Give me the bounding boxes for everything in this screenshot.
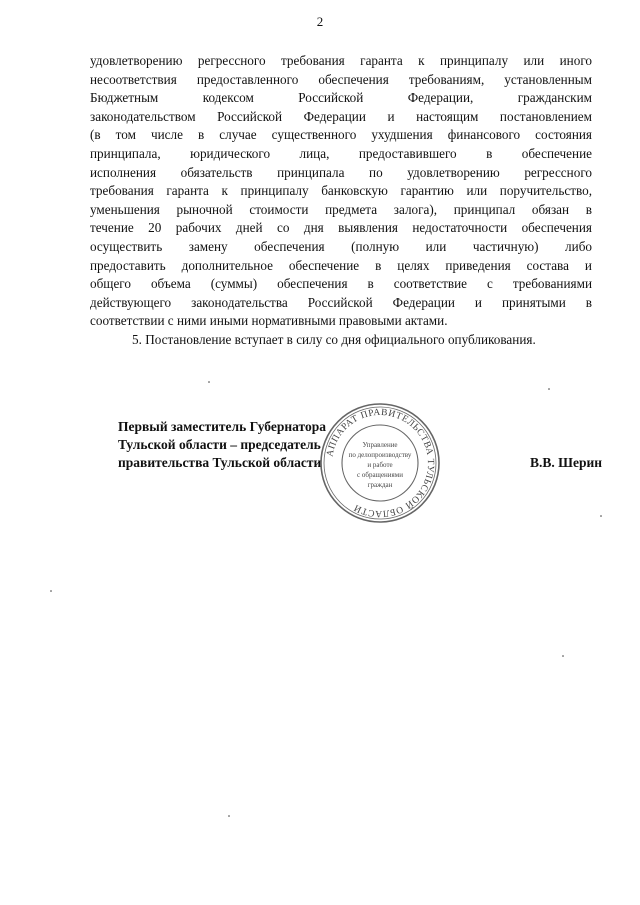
body-line: исполнения обязательств принципала по удовлетворению регрессного xyxy=(90,164,592,180)
signatory-name: В.В. Шерин xyxy=(530,455,603,470)
body-line: принципала, юридического лица, предоставившего в обеспечение xyxy=(90,145,592,161)
scan-speck xyxy=(208,381,210,383)
body-line: законодательством Российской Федерации и настоящим постановлением xyxy=(90,108,592,124)
seal-center-line: Управление xyxy=(362,441,398,449)
body-line: предоставить дополнительное обеспечение в целях приведения состава и xyxy=(90,257,592,273)
body-line: удовлетворению регрессного требования гаранта к принципалу или иного xyxy=(90,53,592,68)
body-line: требования гаранта к принципалу банковскую гарантию или поручительство, xyxy=(90,183,592,199)
body-line: осуществить замену обеспечения (полную или частичную) либо xyxy=(90,238,592,254)
scan-speck xyxy=(50,590,52,592)
body-line: общего объема (суммы) обеспечения в соответствие с требованиями xyxy=(90,276,592,292)
scan-speck xyxy=(228,815,230,817)
official-seal-stamp xyxy=(318,401,442,525)
seal-center-line: и работе xyxy=(367,461,393,469)
body-line: действующего законодательства Российской Федерации и принятыми в xyxy=(90,294,592,310)
paragraph-5: 5. Постановление вступает в силу со дня официального опубликования. xyxy=(132,331,536,347)
body-line: несоответствия предоставленного обеспечения требованиям, установленным xyxy=(90,71,592,87)
seal-ring-text: АППАРАТ ПРАВИТЕЛЬСТВА ТУЛЬСКОЙ ОБЛАСТИ xyxy=(325,407,436,519)
body-line: соответствии с ними иными нормативными правовыми актами. xyxy=(90,313,448,329)
signature-title-line: Тульской области – председатель xyxy=(118,437,321,452)
seal-center-line: с обращениями xyxy=(357,471,403,479)
body-line: Бюджетным кодексом Российской Федерации, гражданским xyxy=(90,90,592,106)
page-number: 2 xyxy=(316,14,324,29)
scan-speck xyxy=(548,388,550,390)
signature-title-line: Первый заместитель Губернатора xyxy=(118,419,326,434)
signature-block xyxy=(118,418,326,472)
scan-speck xyxy=(562,655,564,657)
body-line: (в том числе в случае существенного ухудшения финансового состояния xyxy=(90,127,592,143)
body-text xyxy=(90,52,592,350)
body-line: уменьшения рыночной стоимости предмета залога), принципал обязан в xyxy=(90,201,592,217)
seal-center-line: граждан xyxy=(367,481,393,489)
body-line: течение 20 рабочих дней со дня выявления недостаточности обеспечения xyxy=(90,220,592,236)
seal-center-line: по делопроизводству xyxy=(348,451,412,459)
signature-title-line: правительства Тульской области xyxy=(118,455,322,470)
scan-speck xyxy=(600,515,602,517)
